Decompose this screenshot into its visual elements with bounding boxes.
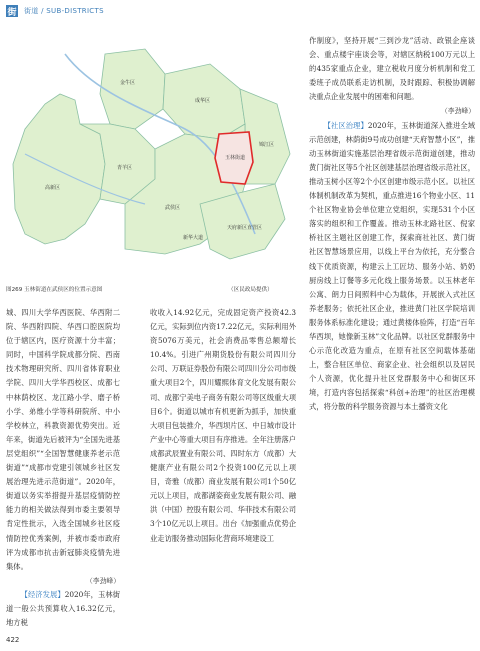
paragraph-community-governance bbox=[309, 119, 475, 415]
figure-caption: 图269 玉林街道在武侯区的位置示意图 bbox=[6, 287, 103, 293]
figure-credit: （区民政局提供） bbox=[228, 287, 273, 293]
section-title: 街道 / SUB-DISTRICTS bbox=[24, 7, 104, 15]
map-label-yulin: 玉林街道 bbox=[225, 155, 246, 161]
map-label-gaoxin: 高新区 bbox=[45, 185, 61, 191]
map-label-qingyang: 青羊区 bbox=[117, 165, 133, 171]
author-signature: （李劲峰） bbox=[86, 576, 120, 585]
paragraph-economic bbox=[6, 588, 120, 630]
section-heading-economic: 【经济发展】 bbox=[20, 589, 65, 599]
map-label-xinhua: 新华大道 bbox=[183, 235, 204, 241]
column-middle bbox=[150, 306, 296, 546]
column-right bbox=[309, 34, 475, 415]
paragraph-economic-continued: 收收入14.92亿元，完成固定资产投资42.3亿元，实际到位内资17.22亿元，实际利用外资5076万美元，社会消费品零售总额增长10.4%。引进广州期货股份有限公司四川分公司、万联证券股份有限公司四川分公司市级重大项目2个，四川耀熙体育文化发展有限公司、成都宁美电子商务有限公司等区级重大项目6个。街道以城市有机更新为抓手，加快重大项目包装推介，华西坝片区、中日城市设计产业中心等重大项目有序推进。全年注册落户成都武辰置业有限公司、四时东方（成都）大健康产业有限公司2个投资100亿元以上项目，奇雅（成都）商业发展有限公司1个50亿元以上项目，成都湖姿商业发展有限公司、融洪（中国）控股有限公司、华菲技术有限公司3个10亿元以上项目。出台《加强重点优势企业走访服务推动国际化营商环境建设工 bbox=[150, 308, 296, 543]
map-label-tianfu: 天府新区直管区 bbox=[227, 225, 263, 231]
map-label-chenghua: 成华区 bbox=[195, 98, 211, 104]
page-number: 422 bbox=[6, 636, 20, 644]
map-region-jinniu bbox=[100, 49, 165, 129]
map-label-jinniu: 金牛区 bbox=[120, 80, 136, 86]
map-label-wuhou: 武侯区 bbox=[165, 205, 181, 211]
paragraph-overview: 城、四川大学华西医院、华西附二院、华西附四院、华西口腔医院均位于辖区内，医疗资源十分丰富；同时，中国科学院成都分院、西南技术物理研究所、四川省体育职业学院、四川大学华西校区、成都七中林荫校区、龙江路小学、磨子桥小学、弟维小学等科研院所、中小学校林立，科教资源优势突出。近年来，街道先后被评为“全国先进基层党组织”“全国智慧健康养老示范街道”“成都市党建引领城乡社区发展治理先进示范街道”。2020年，街道以务实举措提升基层疫情防控能力的相关做法得到市委主要领导肯定性批示，入选全国城乡社区疫情防控优秀案例，并被市委市政府评为成都市抗击新冠肺炎疫情先进集体。 bbox=[6, 308, 120, 571]
column-left bbox=[6, 306, 120, 630]
paragraph-enterprise-service: 作制度》，坚持开展“三到沙龙”活动、政银企座谈会、重点楼宇座谈会等，对辖区纳税100万元以上的435家重点企业，建立税收月度分析机制和党工委班子成员联系走访机制，及时跟踪、积极协调解决重点企业发展中的困难和问题。 bbox=[309, 36, 475, 102]
community-governance-text: 2020年，玉林街道深入推进全域示范创建，林荫街9号成功创建“天府智慧小区”，推动玉林街道实施基层治理省级示范街道创建，推动黄门街社区等5个社区创建基层治理省级示范社区，推动玉树小区等2个小区创建市级示范小区。以社区体制机制改革为契机，重点推进16个物业小区、11个社区物业协会单位建立党组织，实现531个小区落实的组织和工作覆盖。推动玉林北路社区、倪家桥社区主题社区创建工作，探索商社社区、黄门街社区智慧场景应用，以线上平台为依托，充分整合线下优质资源，构建云上工匠坊、服务小站、奶奶厨房线上订餐等多元化线上服务场景。以玉林老年公寓、朗力日间照料中心为载体，开展嵌入式社区养老服务；依托社区企业，推进黄门社区学院培训服务体系标准化建设；通过黄楼体验阵，打造“百年华西坝，她像新玉林”文化品牌。以社区党群服务中心示范化改造为重点，在原有社区空间载体基础上，整合驻区单位、商家企业、社会组织以及居民个人资源，优化提升社区党群服务中心和街区环境，打造内容包括探索“科创+治理”的社区治理模式，将分散的科学服务资源与本土播资文化 bbox=[309, 120, 475, 412]
page-header bbox=[6, 3, 104, 19]
location-map bbox=[5, 34, 295, 281]
section-heading-community-governance: 【社区治理】 bbox=[323, 120, 368, 130]
map-region-gaoxin bbox=[13, 94, 105, 244]
map-label-jinjiang: 锦江区 bbox=[259, 142, 275, 148]
author-signature: （李劲峰） bbox=[441, 107, 475, 116]
economic-text: 2020年，玉林街道一般公共预算收入16.32亿元，地方税 bbox=[6, 589, 120, 628]
district-map-svg bbox=[5, 34, 295, 281]
section-logo: 街 bbox=[6, 5, 18, 17]
